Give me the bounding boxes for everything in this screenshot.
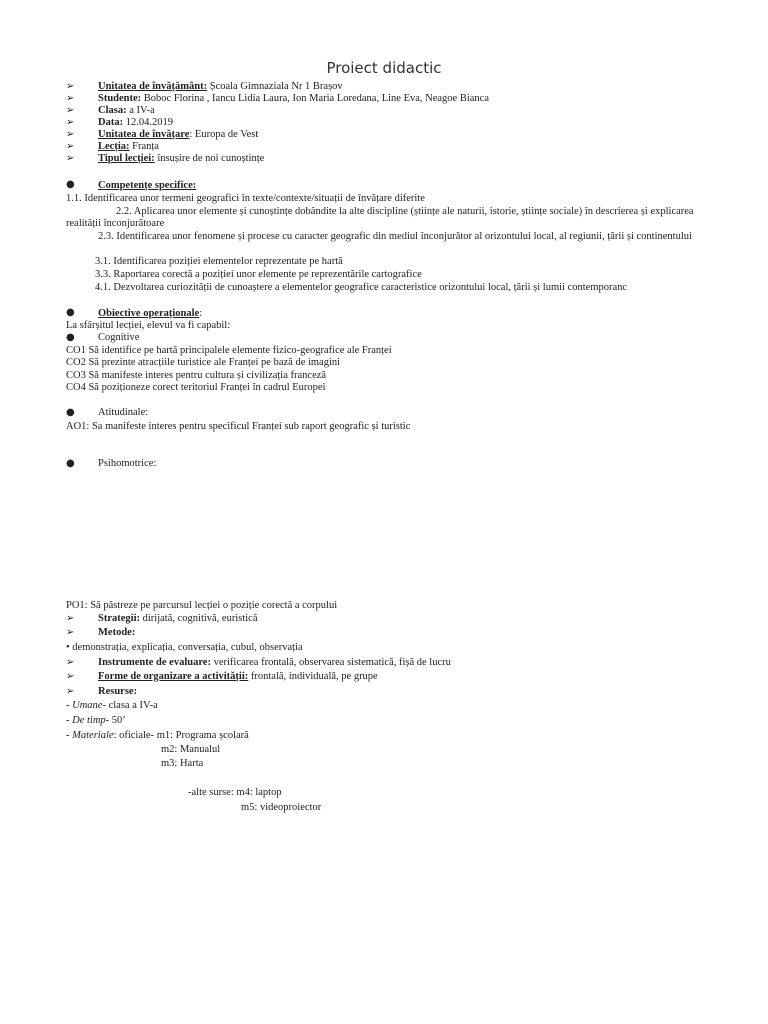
header-lesson-type: Tipul lecției: însușire de noi cunoștințe	[98, 153, 265, 164]
header-date: Data: 12.04.2019	[98, 117, 173, 128]
material-item: m5: videoproiector	[241, 802, 322, 813]
dot-bullet-icon: ●	[66, 307, 75, 318]
cognitive-objective: CO1 Să identifice pe hartă principalele elemente fizico-geografice ale Franței	[66, 345, 392, 356]
dot-bullet-icon: ●	[66, 407, 75, 418]
arrow-bullet-icon: ➢	[66, 117, 75, 128]
organization-forms-line: Forme de organizare a activității: frontală, individuală, pe grupe	[98, 671, 378, 682]
competence-item: 4.1. Dezvoltarea curiozității de cunoaștere a elementelor geografice caracteristice orizontului local, țării și lumii contemporanc	[95, 282, 628, 293]
arrow-bullet-icon: ➢	[66, 627, 75, 638]
dot-bullet-icon: ●	[66, 458, 75, 469]
attitudinal-objective: AO1: Sa manifeste interes pentru specificul Franței sub raport geografic și turistic	[66, 421, 411, 432]
header-school: Unitatea de învățământ: Școala Gimnaziala Nr 1 Brașov	[98, 81, 343, 92]
dot-bullet-icon: ●	[66, 332, 75, 343]
competence-item: 2.2. Aplicarea unor elemente și cunoștințe dobândite la alte discipline (științe ale naturii, istorie, științe sociale) în descrierea și explicarea realității înconjurătoare	[66, 206, 694, 229]
arrow-bullet-icon: ➢	[66, 686, 75, 697]
dot-bullet-icon: ●	[66, 179, 75, 190]
psychomotor-objective: PO1: Să păstreze pe parcursul lecției o poziție corectă a corpului	[66, 600, 338, 611]
competences-heading: Competențe specifice:	[98, 180, 197, 191]
arrow-bullet-icon: ➢	[66, 153, 75, 164]
objectives-heading: Obiective operaționale:	[98, 308, 203, 319]
arrow-bullet-icon: ➢	[66, 141, 75, 152]
header-lesson: Lecția: Franța	[98, 141, 159, 152]
objectives-intro: La sfârșitul lecției, elevul va fi capabil:	[66, 320, 231, 331]
arrow-bullet-icon: ➢	[66, 81, 75, 92]
competence-item: 2.3. Identificarea unor fenomene și procese cu caracter geografic din mediul înconjurător al orizontului local, al regiunii, țării și continentului	[98, 231, 692, 242]
arrow-bullet-icon: ➢	[66, 105, 75, 116]
cognitive-label: Cognitive	[98, 332, 140, 343]
competence-item: 3.1. Identificarea poziției elementelor reprezentate pe hartă	[95, 256, 343, 267]
competence-item: 3.3. Raportarea corectă a poziției unor elemente pe reprezentările cartografice	[95, 269, 422, 280]
methods-label: Metode:	[98, 627, 136, 638]
header-learning-unit: Unitatea de învățare: Europa de Vest	[98, 129, 259, 140]
material-item: m2: Manualul	[161, 744, 221, 755]
page-title: Proiect didactic	[326, 59, 442, 77]
material-resources-line: - Materiale: oficiale- m1: Programa școlară	[66, 730, 249, 741]
other-sources-line: -alte surse: m4: laptop	[188, 787, 282, 798]
arrow-bullet-icon: ➢	[66, 613, 75, 624]
resources-label: Resurse:	[98, 686, 138, 697]
header-students: Studente: Boboc Florina , Iancu Lidia Laura, Ion Maria Loredana, Line Eva, Neagoe Bianca	[98, 93, 489, 104]
competence-item: 1.1. Identificarea unor termeni geografici în texte/contexte/situații de învățare diferite	[66, 193, 425, 204]
attitudinal-label: Atitudinale:	[98, 407, 149, 418]
arrow-bullet-icon: ➢	[66, 671, 75, 682]
strategies-line: Strategii: dirijată, cognitivă, euristică	[98, 613, 258, 624]
human-resources-line: - Umane- clasa a IV-a	[66, 700, 158, 711]
material-item: m3: Harta	[161, 758, 204, 769]
evaluation-tools-line: Instrumente de evaluare: verificarea frontală, observarea sistematică, fișă de lucru	[98, 657, 451, 668]
arrow-bullet-icon: ➢	[66, 129, 75, 140]
header-class: Clasa: a IV-a	[98, 105, 155, 116]
cognitive-objective: CO4 Să poziționeze corect teritoriul Franței în cadrul Europei	[66, 382, 326, 393]
methods-value: • demonstrația, explicația, conversația, cubul, observația	[66, 642, 303, 653]
psychomotor-label: Psihomotrice:	[98, 458, 157, 469]
arrow-bullet-icon: ➢	[66, 657, 75, 668]
cognitive-objective: CO2 Să prezinte atracțiile turistice ale Franței pe bază de imagini	[66, 357, 341, 368]
time-resources-line: - De timp- 50’	[66, 715, 126, 726]
arrow-bullet-icon: ➢	[66, 93, 75, 104]
cognitive-objective: CO3 Să manifeste interes pentru cultura și civilizația franceză	[66, 370, 327, 381]
